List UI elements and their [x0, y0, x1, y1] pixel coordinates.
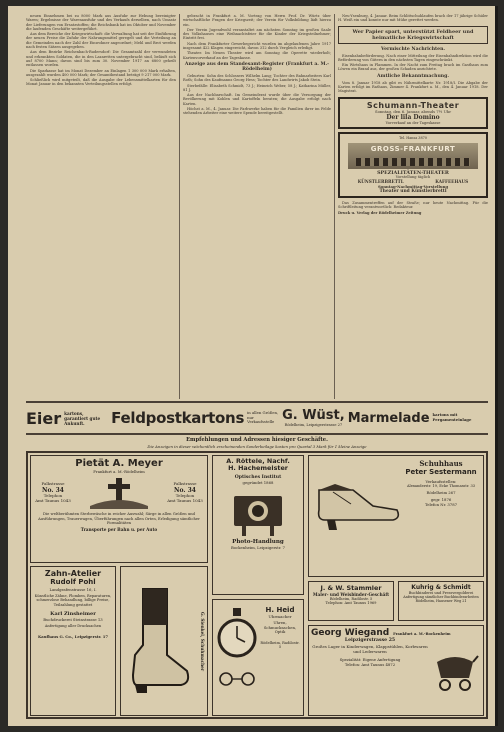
heid-text [259, 606, 301, 650]
shoe-icon [313, 470, 403, 532]
banner-main: Feldpostkartons [111, 409, 245, 427]
zahn-body: Künstliche Zähne, Plomben, Reparaturen, schmerzlose Behandlung, billige Preise, Teilzahlung gestattet [34, 594, 112, 607]
watch-icon [217, 608, 257, 664]
section-subtitle: Die Anzeigen in dieser wöchentlich erscheinenden Sonderbeilage kosten pro Quartal 3 Mark für 1 kleine Anzeige [147, 444, 367, 449]
ad-schuhhaus [308, 455, 484, 577]
paragraph: Neu-Ysenburg, 4. Januar. Beim Schlittschuhlaufen brach der 17 jährige Schüler H. Weiß ein und konnte nur mit Mühe gerettet werden. [338, 14, 488, 23]
ad-wiegand [308, 625, 484, 716]
boots-vertical-text: G. Sienkel, Schuhmacher [200, 612, 205, 672]
ad-kuhrig [398, 581, 484, 621]
gross-name: GROSS-FRANKFURT [370, 144, 456, 153]
kuhrig-sub: Buchbinderei und Pressvergolderei [408, 591, 474, 595]
zahn-addr: Landgrafenstrasse 16, I. [49, 587, 97, 592]
heid-body: Uhren, Schmucksachen, Optik [263, 620, 297, 635]
paragraph: Eisenbahnbeförderung. Nach einer Mitteilung der Eisenbahndirektion wird die Beförderung von Gütern in den nächsten Tagen eingeschränkt. [338, 53, 488, 62]
rottele-title: A. Röttele, Nachf. [226, 457, 290, 465]
banner-marm: Marmelade [347, 410, 430, 426]
ad-pietat [30, 455, 208, 563]
schumann-info: Vorverkauf an der Tageskasse [385, 120, 441, 125]
column-divider [179, 14, 180, 399]
heid-name: H. Heid [265, 606, 295, 614]
ad-zahn-atelier [30, 566, 116, 716]
article-column-1 [26, 14, 176, 399]
schuh-text [401, 460, 481, 507]
article-column-3 [338, 14, 488, 399]
paragraph: Aus dem Bereiche der Kriegswirtschaft: die Verwaltung hat seit der Einführung der neuen Preise die Zufuhr der Nahrungsmittel geregelt und die Verteilung an die Gemeinden nach der Zahl der Einwohner angeordnet; Mehl und Brot werden nach festen Sätzen ausgegeben. [26, 32, 176, 50]
schuh-name: Peter Sestermann [405, 468, 477, 476]
pietat-left2: No. 34 [42, 487, 64, 495]
building-illustration [348, 143, 478, 169]
wiegand-l2: Spezialität: Eigene Anfertigung [339, 656, 401, 662]
kuhrig-body: Anfertigung sämtlicher Buchbinderarbeiten [403, 595, 479, 600]
pietat-body: Die weltberühmten Sterbewäsche in reicher Auswahl; Särge in allen Größen und Ausführungen, Trauerwagen, Überführungen nach allen Orten, Erledigung sämtlicher Formalitäten [38, 512, 200, 525]
newspaper-page [8, 6, 498, 726]
paragraph: gebracht in Frankfurt a. M. Vortrag von Herrn Prof. Dr. Würtz über wirtschaftliche Fragen der Kriegszeit; der Verein für Volksbildung lädt hierzu ein. [183, 14, 331, 27]
rottele-sub: Optisches Institut [234, 474, 282, 480]
wiegand-title: Georg Wiegand [311, 628, 390, 638]
schumann-title: Schumann-Theater [366, 100, 460, 110]
pietat-right2: No. 34 [174, 487, 196, 495]
zahn-name: Rudolf Pohl [50, 578, 96, 586]
paragraph: neuen Einnehmen bei zu 8000 Mark aus Ausfuhr zur Hebung bereinigter Waren; Ergebnisse der Warenausfuhr und des Verkaufs derselben, nach Umsatz der Lieferungen von Ersatzstoffen; die Reichsbank hat im Oktober und November die laufenden Geschäfte weitergeführt. [26, 14, 176, 31]
gross-th: Theater und Künstlerbrettl [379, 188, 447, 194]
banner-seller-sub: in allen Größen, nur Verkaufsstelle [247, 410, 279, 425]
paragraph: Aus der Nachbarschaft. Im Gemeinderat wurde über die Versorgung der Bevölkerung mit Kohlen und Kartoffeln beraten; die Ausgabe erfolgt nach Karten. [183, 93, 331, 106]
gross-tel: Tel. Hansa 3870 [399, 136, 427, 141]
pietat-right-block [165, 482, 205, 503]
paragraph: Vom 8. Januar 1918 ab gibt es Nährmittelkarte Nr. 1918/I. Die Abgabe der Karten erfolgt im Rathaus, Zimmer 4. Frankfurt a. M., den 4. Januar 1918. Der Magistrat. [338, 80, 488, 94]
rottele-name: H. Hachemeister [228, 464, 288, 473]
gross-l2: KAFFEEHAUS [435, 179, 469, 185]
stammler-tel: Telephon: Amt Taunus 1969 [325, 601, 377, 605]
schumann-date: Sonntag, den 6. Januar, abends 7½ Uhr [374, 108, 452, 114]
wiegand-head [311, 628, 481, 638]
section-heading: Vermischte Nachrichten. [380, 46, 446, 52]
wiegand-l1: Großes Lager in Kinderwagen, Klappstühlen, Korbwaren und Lederwaren [312, 644, 428, 654]
pietat-left3: Telephon [43, 493, 63, 499]
pram-icon [433, 652, 479, 692]
glasses-icon [217, 672, 257, 686]
pietat-right1: Falkstrasse [173, 481, 197, 487]
schuh-l1: Verkaufsstellen: [425, 479, 457, 484]
rottele-addr: Bockenheim, Leipzigerstr. 7 [231, 544, 285, 550]
pietat-left-block [33, 482, 73, 503]
pietat-right4: Amt Taunus 1043 [167, 497, 203, 503]
heid-sub: Uhrmacher [268, 614, 292, 619]
banner-seller-addr: Rödelheim, Leipzigerstrasse 27 [284, 423, 343, 427]
rottele-photo: Photo-Handlung [232, 538, 284, 545]
building-windows [356, 158, 470, 166]
zahn-sub2: Buchdruckerei Steinstrasse 13 [43, 617, 103, 623]
paragraph: Schließlich wird mitgeteilt, daß die Ausgabe der Lebensmittelkarten für den Monat Januar in den bekannten Verteilungsstellen erfolgt. [26, 78, 176, 87]
gross-frankfurt-ad [338, 132, 488, 198]
feldpost-banner [26, 404, 488, 432]
ad-heid [212, 599, 304, 716]
paragraph: Das Zusammentreffen auf der Straße; nur heute Nachmittag. Für die Schriftleitung verantwortlich: Redakteur. [338, 201, 488, 210]
banner-seller: G. Wüst, [282, 408, 345, 423]
camera-icon [228, 488, 288, 536]
schumann-theater-ad [338, 97, 488, 130]
wiegand-l3: Telefon: Amt Taunus 4872 [344, 661, 396, 667]
section-title: Empfehlungen und Adressen hiesiger Geschäfte. [186, 437, 328, 443]
stammler-sub: Maler- und Weisbinder-Geschäft [312, 592, 390, 597]
gross-pre: Vorstellung täglich [395, 174, 431, 179]
printer-line: Druck u. Verlag der Rödelheimer Zeitung [338, 210, 422, 215]
schuh-l5: Telefon Nr. 3787 [424, 502, 458, 507]
banner-eier-sub: kartons, garantiert gute Ankunft. [64, 410, 101, 426]
section-heading: Amtliche Bekanntmachung. [377, 73, 449, 79]
wiegand-addr: Leipzigerstrasse 25 [344, 638, 396, 643]
column-divider [334, 14, 335, 399]
paragraph: Der Verein Jugendwohl veranstaltet am nächsten Sonntag im großen Saale des Volkshauses eine Weihnachtsfeier für die Kinder der Kriegsteilnehmer; Eintritt frei. [183, 27, 331, 41]
pietat-middle [33, 476, 205, 510]
rule [26, 433, 488, 435]
kuhrig-title: Kuhrig & Schmidt [411, 584, 471, 591]
banner-seller-block [282, 409, 345, 427]
paper-saving-text: Wer Papier spart, unterstützt Feldheer und heimatliche Kriegswirtschaft [352, 28, 474, 41]
article-column-2 [183, 14, 331, 399]
paragraph: Nach dem Frankfurter Gewerbegericht wurden im abgelaufenen Jahre 1917 insgesamt 422 Klagen eingereicht, davon 312 durch Vergleich erledigt. [183, 41, 331, 51]
banner-marm-sub: kartons mit Pergamenteinlage [432, 412, 472, 422]
heid-addr: Rödelheim, Radilostr. 5 [260, 640, 300, 650]
section-heading: Anzeige aus dem Standesamt-Register (Frankfurt a. M.-Rödelheim) [184, 61, 330, 72]
gross-extra: Sonntag-Nachmittag-Vorstellung [377, 184, 449, 190]
wiegand-place: Frankfurt a. M.-Bockenheim [393, 632, 451, 636]
zahn-name2: Karl Zinsheimer [50, 611, 96, 618]
schuh-title: Schuhhaus [419, 459, 463, 468]
schuh-l3: Rödelheim 267 [426, 490, 456, 495]
schumann-play: Der lila Domino [386, 113, 440, 121]
paragraph: Ein Wirtshaus in Flammen. In der Nacht zum Freitag brach im Gasthaus zum Löwen ein Brand aus, der großen Schaden anrichtete. [338, 63, 488, 72]
schuh-l2: Alexanderstr. 19, Ecke Thomasstr. 33 [406, 484, 476, 488]
paragraph: Geburten: Sohn des Schlossers Wilhelm Lang; Tochter des Bahnarbeiters Karl Roth; Sohn des Kaufmanns Georg Hess; Tochter des Landwirts Jakob Stein. [183, 73, 331, 83]
ad-rottele [212, 455, 304, 595]
rule [26, 401, 488, 403]
paragraph: Höchst a. M., 4. Januar. Die Farbwerke haben für die Familien ihrer im Felde stehenden Arbeiter eine weitere Spende bereitgestellt. [183, 107, 331, 116]
gross-l1: KÜNSTLERBRETTL [357, 179, 404, 185]
stammler-title: J. & W. Stammler [320, 584, 382, 592]
schuh-l4: gegr. 1876 [430, 497, 452, 502]
gross-sub: SPEZIALITÄTEN-THEATER [377, 169, 449, 176]
paper-saving-ad [338, 26, 488, 44]
kuhrig-addr: Rödelheim, Hausener Weg 21 [415, 599, 467, 604]
ad-stammler [308, 581, 394, 621]
zahn-title: Zahn-Atelier [44, 569, 102, 578]
paragraph: Aus dem Bezirke Reichenbach-Rudersdorf: Die Gesamtzahl der verwundeten und erkrankten Soldaten, die in den Lazaretten untergebracht sind, beläuft sich auf 8700 Mann; davon sind bis zum 30. November 1917 an 6800 geheilt entlassen worden. [26, 50, 176, 68]
pietat-place: Frankfurt a. M.-Rödelheim [93, 469, 145, 474]
paragraph: Die Sparkasse hat im Monat Dezember an Einlagen 1 300 000 Mark erhalten, ausgezahlt wurden 400 000 Mark; der Gesamtbestand beträgt 9 217 000 Mark. [26, 68, 176, 77]
pietat-title: Pietät A. Meyer [75, 458, 163, 469]
pietat-transport: Transporte per Bahn u. per Auto [80, 526, 158, 532]
paragraph: Theater. Im Neuen Theater wird am Sonntag die Operette wiederholt; Kartenvorverkauf an der Tageskasse. [183, 51, 331, 60]
cross-icon [84, 476, 154, 510]
zahn-bottom: Kaufhaus G. Co., Leipzigerstr. 17 [37, 634, 109, 640]
pietat-left1: Falkstrasse [41, 481, 65, 487]
banner-eier: Eier [26, 408, 62, 428]
ad-boots [120, 566, 208, 716]
zahn-body2: Anfertigung aller Drucksachen [44, 624, 102, 629]
stammler-addr: Rödelheim, Radilostr. 5 [329, 597, 373, 601]
paragraph: Sterbefälle: Elisabeth Schmidt, 73 J.; Heinrich Weber, 58 J.; Katharina Müller, 81 J. [183, 83, 331, 92]
boot-icon [125, 585, 195, 695]
rottele-est: gegründet 1868 [242, 479, 274, 485]
pietat-left4: Amt Taunus 1043 [35, 497, 71, 503]
pietat-right3: Telephon [175, 493, 195, 499]
